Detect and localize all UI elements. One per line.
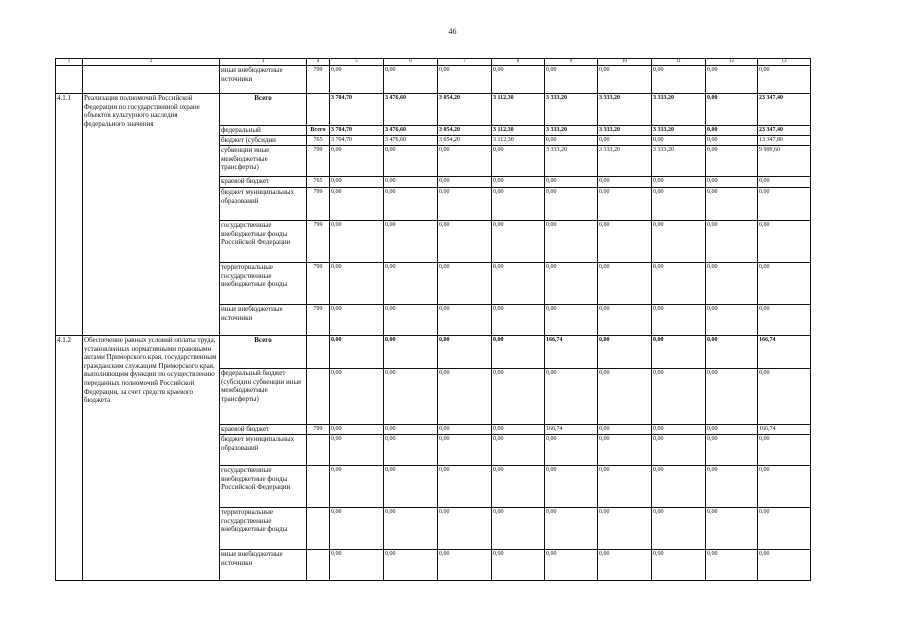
- amount-cell: 0,00: [330, 305, 384, 336]
- funding-source: государственные внебюджетные фонды Российской Федерации: [220, 221, 307, 263]
- funding-source: государственные внебюджетные фонды Российской Федерации: [220, 466, 307, 508]
- amount-cell: 0,00: [758, 369, 811, 425]
- amount-cell: 0,00: [492, 466, 545, 508]
- amount-cell: 0,00: [598, 177, 652, 188]
- amount-cell: 0,00: [545, 136, 598, 146]
- amount-cell: 0,00: [384, 66, 438, 94]
- column-number: 6: [384, 59, 438, 66]
- amount-cell: 0,00: [706, 435, 758, 466]
- amount-cell: 0,00: [706, 188, 758, 221]
- amount-cell: 0,00: [758, 508, 811, 550]
- amount-cell: 0,00: [652, 66, 706, 94]
- amount-cell: 0,00: [652, 305, 706, 336]
- amount-cell: 0,00: [758, 221, 811, 263]
- funding-source: иные внебюджетные источники: [220, 550, 307, 581]
- amount-cell: 0,00: [758, 466, 811, 508]
- amount-cell: 0,00: [706, 336, 758, 369]
- amount-cell: 0,00: [652, 263, 706, 305]
- amount-cell: 0,00: [598, 369, 652, 425]
- amount-cell: 0,00: [758, 305, 811, 336]
- amount-cell: 0,00: [706, 146, 758, 177]
- amount-cell: 13 347,80: [758, 136, 811, 146]
- item-number: [56, 66, 83, 94]
- amount-cell: 0,00: [758, 550, 811, 581]
- budget-code: 799: [307, 188, 330, 221]
- budget-code: 799: [307, 425, 330, 435]
- amount-cell: 0,00: [384, 425, 438, 435]
- amount-cell: 0,00: [706, 466, 758, 508]
- amount-cell: 166,74: [758, 425, 811, 435]
- item-number: 4.1.1: [56, 94, 83, 336]
- amount-cell: 0,00: [384, 305, 438, 336]
- budget-code: 765: [307, 136, 330, 146]
- column-number: 13: [758, 59, 811, 66]
- column-number: 8: [492, 59, 545, 66]
- amount-cell: 0,00: [438, 425, 492, 435]
- amount-cell: 0,00: [384, 336, 438, 369]
- amount-cell: 3 476,60: [384, 136, 438, 146]
- amount-cell: 0,00: [598, 550, 652, 581]
- amount-cell: 0,00: [545, 550, 598, 581]
- amount-cell: 3 333,20: [545, 126, 598, 136]
- amount-cell: 0,00: [330, 146, 384, 177]
- funding-source: федеральный бюджет (субсидии субвенции иные межбюджетные трансферты): [220, 369, 307, 425]
- column-number: 5: [330, 59, 384, 66]
- amount-cell: 23 347,40: [758, 126, 811, 136]
- amount-cell: 0,00: [438, 466, 492, 508]
- amount-cell: 0,00: [652, 136, 706, 146]
- item-name: [83, 66, 220, 94]
- budget-code: [307, 94, 330, 126]
- amount-cell: 0,00: [330, 435, 384, 466]
- amount-cell: 166,74: [545, 336, 598, 369]
- funding-source: Всего: [220, 94, 307, 126]
- amount-cell: 0,00: [330, 466, 384, 508]
- column-number: 1: [56, 59, 83, 66]
- amount-cell: 0,00: [758, 66, 811, 94]
- amount-cell: 0,00: [438, 188, 492, 221]
- amount-cell: 0,00: [438, 305, 492, 336]
- amount-cell: 3 112,30: [492, 136, 545, 146]
- amount-cell: 3 333,20: [545, 94, 598, 126]
- amount-cell: 0,00: [438, 369, 492, 425]
- amount-cell: 3 054,20: [438, 126, 492, 136]
- amount-cell: 0,00: [492, 508, 545, 550]
- amount-cell: 0,00: [652, 188, 706, 221]
- funding-source: бюджет муниципальных образований: [220, 435, 307, 466]
- amount-cell: 0,00: [545, 177, 598, 188]
- amount-cell: 0,00: [438, 550, 492, 581]
- amount-cell: 0,00: [545, 188, 598, 221]
- amount-cell: 3 333,20: [652, 126, 706, 136]
- amount-cell: 0,00: [598, 221, 652, 263]
- amount-cell: 3 476,60: [384, 94, 438, 126]
- amount-cell: 3 333,20: [598, 126, 652, 136]
- amount-cell: 0,00: [758, 263, 811, 305]
- amount-cell: 3 704,70: [330, 126, 384, 136]
- amount-cell: 0,00: [492, 305, 545, 336]
- budget-code: [307, 336, 330, 369]
- amount-cell: 0,00: [598, 425, 652, 435]
- table-body: [56, 59, 811, 581]
- amount-cell: 0,00: [706, 66, 758, 94]
- amount-cell: 0,00: [492, 425, 545, 435]
- amount-cell: 0,00: [598, 188, 652, 221]
- amount-cell: 3 333,20: [652, 94, 706, 126]
- amount-cell: 0,00: [706, 136, 758, 146]
- column-number: 12: [706, 59, 758, 66]
- amount-cell: 0,00: [706, 425, 758, 435]
- amount-cell: 0,00: [384, 263, 438, 305]
- amount-cell: 3 054,20: [438, 136, 492, 146]
- amount-cell: 0,00: [492, 146, 545, 177]
- amount-cell: 0,00: [758, 435, 811, 466]
- amount-cell: 0,00: [598, 305, 652, 336]
- amount-cell: 0,00: [706, 550, 758, 581]
- amount-cell: 0,00: [330, 369, 384, 425]
- amount-cell: 0,00: [492, 435, 545, 466]
- amount-cell: 3 333,20: [598, 146, 652, 177]
- column-number: 7: [438, 59, 492, 66]
- funding-source: иные внебюджетные источники: [220, 305, 307, 336]
- amount-cell: 0,00: [384, 369, 438, 425]
- amount-cell: 0,00: [706, 263, 758, 305]
- amount-cell: 9 999,60: [758, 146, 811, 177]
- amount-cell: 0,00: [598, 263, 652, 305]
- amount-cell: 0,00: [492, 177, 545, 188]
- amount-cell: 0,00: [384, 466, 438, 508]
- amount-cell: 0,00: [330, 336, 384, 369]
- amount-cell: 0,00: [330, 263, 384, 305]
- budget-code: 799: [307, 146, 330, 177]
- budget-code: 799: [307, 221, 330, 263]
- amount-cell: 0,00: [330, 508, 384, 550]
- amount-cell: 0,00: [545, 369, 598, 425]
- amount-cell: 0,00: [545, 435, 598, 466]
- amount-cell: 0,00: [652, 369, 706, 425]
- amount-cell: 3 333,20: [652, 146, 706, 177]
- amount-cell: 0,00: [545, 66, 598, 94]
- table-row: [56, 94, 811, 126]
- amount-cell: 0,00: [598, 136, 652, 146]
- amount-cell: 0,00: [706, 177, 758, 188]
- amount-cell: 0,00: [384, 435, 438, 466]
- amount-cell: 0,00: [438, 508, 492, 550]
- amount-cell: 0,00: [330, 550, 384, 581]
- amount-cell: 0,00: [438, 336, 492, 369]
- column-number-row: [56, 59, 811, 66]
- budget-code: [307, 369, 330, 425]
- item-name: Реализация полномочий Российской Федерации по государственной охране объектов культурного наследия федерального значения: [83, 94, 220, 336]
- column-number: 4: [307, 59, 330, 66]
- budget-table: [55, 58, 811, 581]
- table-row: [56, 336, 811, 369]
- amount-cell: 166,74: [545, 425, 598, 435]
- amount-cell: 0,00: [598, 336, 652, 369]
- amount-cell: 3 112,30: [492, 126, 545, 136]
- amount-cell: 0,00: [384, 221, 438, 263]
- amount-cell: 0,00: [706, 221, 758, 263]
- amount-cell: 0,00: [492, 263, 545, 305]
- funding-source: краевой бюджет: [220, 425, 307, 435]
- amount-cell: 0,00: [545, 263, 598, 305]
- amount-cell: 0,00: [706, 369, 758, 425]
- amount-cell: 0,00: [492, 66, 545, 94]
- amount-cell: 3 704,70: [330, 94, 384, 126]
- amount-cell: 0,00: [758, 188, 811, 221]
- amount-cell: 0,00: [438, 177, 492, 188]
- amount-cell: 0,00: [330, 221, 384, 263]
- amount-cell: 0,00: [438, 221, 492, 263]
- funding-source: Всего: [220, 336, 307, 369]
- item-number: 4.1.2: [56, 336, 83, 581]
- amount-cell: 0,00: [384, 188, 438, 221]
- amount-cell: 0,00: [438, 263, 492, 305]
- amount-cell: 0,00: [598, 435, 652, 466]
- funding-source: территориальные государственные внебюджетные фонды: [220, 263, 307, 305]
- amount-cell: 3 112,30: [492, 94, 545, 126]
- amount-cell: 0,00: [545, 305, 598, 336]
- column-number: 3: [220, 59, 307, 66]
- amount-cell: 0,00: [598, 66, 652, 94]
- amount-cell: 0,00: [758, 177, 811, 188]
- amount-cell: 0,00: [384, 177, 438, 188]
- amount-cell: 0,00: [438, 435, 492, 466]
- amount-cell: 0,00: [492, 188, 545, 221]
- amount-cell: 0,00: [598, 466, 652, 508]
- amount-cell: 0,00: [384, 146, 438, 177]
- amount-cell: 0,00: [545, 466, 598, 508]
- budget-code: 799: [307, 305, 330, 336]
- amount-cell: 0,00: [330, 177, 384, 188]
- amount-cell: 3 054,20: [438, 94, 492, 126]
- amount-cell: 0,00: [492, 336, 545, 369]
- item-name: Обеспечение равных условий оплаты труда, установленных нормативными правовыми актами Приморского края, государственным гражданским служащим Приморского края, выполняющим функции по осуществлению переданных полномочий Российской Федерации, за счет средств краевого бюджета: [83, 336, 220, 581]
- budget-code: [307, 508, 330, 550]
- funding-source: краевой бюджет: [220, 177, 307, 188]
- table-row: [56, 66, 811, 94]
- amount-cell: 0,00: [330, 66, 384, 94]
- amount-cell: 0,00: [384, 508, 438, 550]
- amount-cell: 0,00: [706, 305, 758, 336]
- amount-cell: 0,00: [330, 425, 384, 435]
- amount-cell: 3 333,20: [598, 94, 652, 126]
- column-number: 9: [545, 59, 598, 66]
- amount-cell: 0,00: [652, 177, 706, 188]
- column-number: 2: [83, 59, 220, 66]
- funding-source: бюджет муниципальных образований: [220, 188, 307, 221]
- amount-cell: 0,00: [492, 550, 545, 581]
- funding-source: бюджет (субсидии: [220, 136, 307, 146]
- amount-cell: 0,00: [706, 126, 758, 136]
- amount-cell: 3 476,60: [384, 126, 438, 136]
- amount-cell: 0,00: [652, 336, 706, 369]
- amount-cell: 0,00: [652, 550, 706, 581]
- amount-cell: 0,00: [492, 221, 545, 263]
- amount-cell: 0,00: [330, 188, 384, 221]
- budget-code: [307, 435, 330, 466]
- funding-source: субвенции иные межбюджетные трансферты): [220, 146, 307, 177]
- funding-source: иные внебюджетные источники: [220, 66, 307, 94]
- budget-code: [307, 550, 330, 581]
- budget-code: 799: [307, 66, 330, 94]
- funding-source: территориальные государственные внебюджетные фонды: [220, 508, 307, 550]
- amount-cell: 0,00: [598, 508, 652, 550]
- amount-cell: 0,00: [384, 550, 438, 581]
- amount-cell: 0,00: [652, 425, 706, 435]
- funding-source: федеральный: [220, 126, 307, 136]
- amount-cell: 3 333,20: [545, 146, 598, 177]
- budget-code: 799: [307, 263, 330, 305]
- budget-code: [307, 466, 330, 508]
- column-number: 10: [598, 59, 652, 66]
- amount-cell: 0,00: [706, 508, 758, 550]
- amount-cell: 0,00: [652, 435, 706, 466]
- budget-code: Всего: [307, 126, 330, 136]
- amount-cell: 0,00: [652, 508, 706, 550]
- amount-cell: 0,00: [545, 221, 598, 263]
- amount-cell: 0,00: [652, 221, 706, 263]
- budget-code: 765: [307, 177, 330, 188]
- amount-cell: 0,00: [706, 94, 758, 126]
- column-number: 11: [652, 59, 706, 66]
- amount-cell: 0,00: [438, 146, 492, 177]
- amount-cell: 0,00: [438, 66, 492, 94]
- page-number: 46: [448, 27, 457, 36]
- amount-cell: 0,00: [652, 466, 706, 508]
- amount-cell: 166,74: [758, 336, 811, 369]
- amount-cell: 0,00: [492, 369, 545, 425]
- amount-cell: 23 347,40: [758, 94, 811, 126]
- amount-cell: 0,00: [545, 508, 598, 550]
- amount-cell: 3 704,70: [330, 136, 384, 146]
